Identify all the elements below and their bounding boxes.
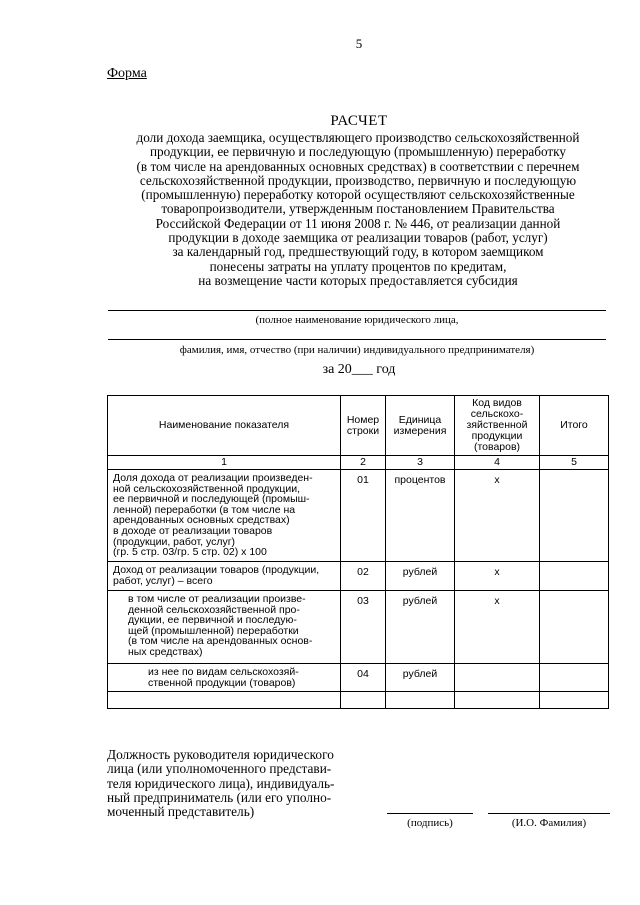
table-row (108, 470, 609, 562)
header-line: измерения (393, 424, 447, 437)
empty-cell[interactable] (540, 692, 609, 709)
header-line: строки (346, 424, 380, 437)
subtitle-line: доли дохода заемщика, осуществляющего производство сельскохозяйственной (136, 130, 580, 145)
column-number: 1 (108, 456, 341, 470)
header-indicator-name: Наименование показателя (108, 396, 341, 456)
header-line: Код видов (472, 397, 522, 409)
indicator-line: арендованных основных средствах) (113, 514, 290, 527)
table-row-empty (108, 692, 609, 709)
row-number-cell: 04 (341, 664, 386, 692)
empty-cell[interactable] (108, 692, 341, 709)
indicator-line: денной сельскохозяйственной про- (128, 603, 300, 616)
indicator-line: ной сельскохозяйственной продукции, (113, 482, 301, 495)
signatory-line: моченный представитель) (107, 804, 255, 820)
empty-cell[interactable] (455, 692, 540, 709)
header-total: Итого (540, 396, 609, 456)
indicator-line: из нее по видам сельскохозяй- (148, 666, 299, 678)
code-cell: х (455, 470, 540, 562)
column-number-row (108, 456, 609, 470)
column-number: 3 (386, 456, 455, 470)
code-cell: х (455, 562, 540, 591)
column-number: 4 (455, 456, 540, 470)
indicator-line: (в том числе на арендованных основ- (128, 635, 313, 648)
indicator-line: в том числе от реализации произве- (128, 593, 306, 605)
signatory-line: ный предприниматель (или его уполно- (107, 789, 332, 805)
signature-line[interactable] (387, 813, 473, 814)
indicator-line: щей (промышленной) переработки (128, 624, 299, 637)
subtitle-line: (промышленную) переработку которой осуществляют сельскохозяйственные (141, 187, 575, 203)
row-number-cell: 03 (341, 591, 386, 664)
header-line: Единица (398, 413, 442, 426)
code-cell: х (455, 591, 540, 664)
indicator-line: в доходе от реализации товаров (113, 524, 273, 537)
indicator-line: (гр. 5 стр. 03/гр. 5 стр. 02) х 100 (113, 546, 267, 559)
column-number: 5 (540, 456, 609, 470)
full-name-line[interactable] (488, 813, 610, 814)
code-cell[interactable] (455, 664, 540, 692)
year-line: за 20___ год (322, 362, 396, 377)
indicator-line: Доля дохода от реализации произведен- (113, 472, 313, 484)
signatory-line: теля юридического лица), индивидуаль- (107, 775, 335, 791)
table-row (108, 664, 609, 692)
total-cell[interactable] (540, 470, 609, 562)
subtitle-line: товаропроизводители, утвержденным постановлением Правительства (161, 201, 555, 217)
column-number: 2 (341, 456, 386, 470)
entrepreneur-caption: фамилия, имя, отчество (при наличии) индивидуального предпринимателя) (179, 344, 535, 356)
signatory-position (107, 748, 334, 819)
row-number-cell: 01 (341, 470, 386, 562)
header-line: Номер (346, 413, 380, 426)
document-title: РАСЧЕТ (330, 113, 388, 129)
header-unit (386, 396, 455, 456)
indicator-line: ственной продукции (товаров) (148, 676, 296, 689)
subtitle-line: на возмещение части которых предоставляется субсидия (198, 272, 518, 288)
row-number-cell: 02 (341, 562, 386, 591)
unit-cell: рублей (386, 562, 455, 591)
subtitle-line: продукции, ее первичную и последующую (промышленную) переработку (149, 144, 566, 160)
empty-cell[interactable] (386, 692, 455, 709)
subtitle-line: продукции в доходе заемщика от реализации товаров (работ, услуг) (168, 230, 548, 246)
signatory-line: лица (или уполномоченного представи- (107, 761, 332, 777)
header-product-code (455, 396, 540, 456)
subtitle-line: сельскохозяйственной продукции, производство, первичную и последующую (139, 172, 577, 188)
indicator-line: (продукции, работ, услуг) (113, 535, 236, 548)
header-line: сельскохо- (470, 408, 524, 420)
signatory-line: Должность руководителя юридического (107, 747, 334, 762)
subtitle-line: Российской Федерации от 11 июня 2008 г. № 446, от реализации данной (155, 215, 561, 231)
calculation-table (107, 395, 609, 709)
indicator-name (108, 470, 341, 562)
table-header-row (108, 396, 609, 456)
indicator-name (108, 664, 341, 692)
indicator-line: работ, услуг) – всего (113, 574, 213, 587)
header-row-number (341, 396, 386, 456)
header-line: продукции (471, 430, 523, 442)
indicator-name (108, 591, 341, 664)
total-cell[interactable] (540, 591, 609, 664)
total-cell[interactable] (540, 664, 609, 692)
subtitle-line: понесены затраты на уплату процентов по кредитам, (209, 258, 507, 274)
signature-caption: (подпись) (407, 817, 453, 829)
indicator-line: Доход от реализации товаров (продукции, (113, 564, 320, 576)
indicator-line: дукции, ее первичной и последую- (128, 614, 297, 627)
subtitle-line: (в том числе на арендованных основных средствах) в соответствии с перечнем (136, 158, 580, 174)
header-line: (товаров) (473, 441, 521, 453)
indicator-line: ее первичной и последующей (промыш- (113, 493, 310, 506)
form-label: Форма (107, 66, 147, 81)
indicator-line: ленной) переработки (в том числе на (113, 503, 296, 516)
full-name-caption: (И.О. Фамилия) (511, 817, 587, 829)
subtitle-line: за календарный год, предшествующий году, в котором заемщиком (172, 244, 544, 260)
empty-cell[interactable] (341, 692, 386, 709)
table-row (108, 591, 609, 664)
unit-cell: рублей (386, 591, 455, 664)
legal-entity-caption: (полное наименование юридического лица, (255, 314, 459, 326)
header-line: зяйственной (466, 419, 528, 431)
total-cell[interactable] (540, 562, 609, 591)
unit-cell: рублей (386, 664, 455, 692)
unit-cell: процентов (386, 470, 455, 562)
legal-entity-name-line (108, 310, 606, 311)
table-row (108, 562, 609, 591)
document-subtitle (106, 131, 610, 288)
entrepreneur-name-line (108, 339, 606, 340)
page-number: 5 (355, 36, 363, 51)
indicator-name (108, 562, 341, 591)
indicator-line: ных средствах) (128, 645, 203, 658)
